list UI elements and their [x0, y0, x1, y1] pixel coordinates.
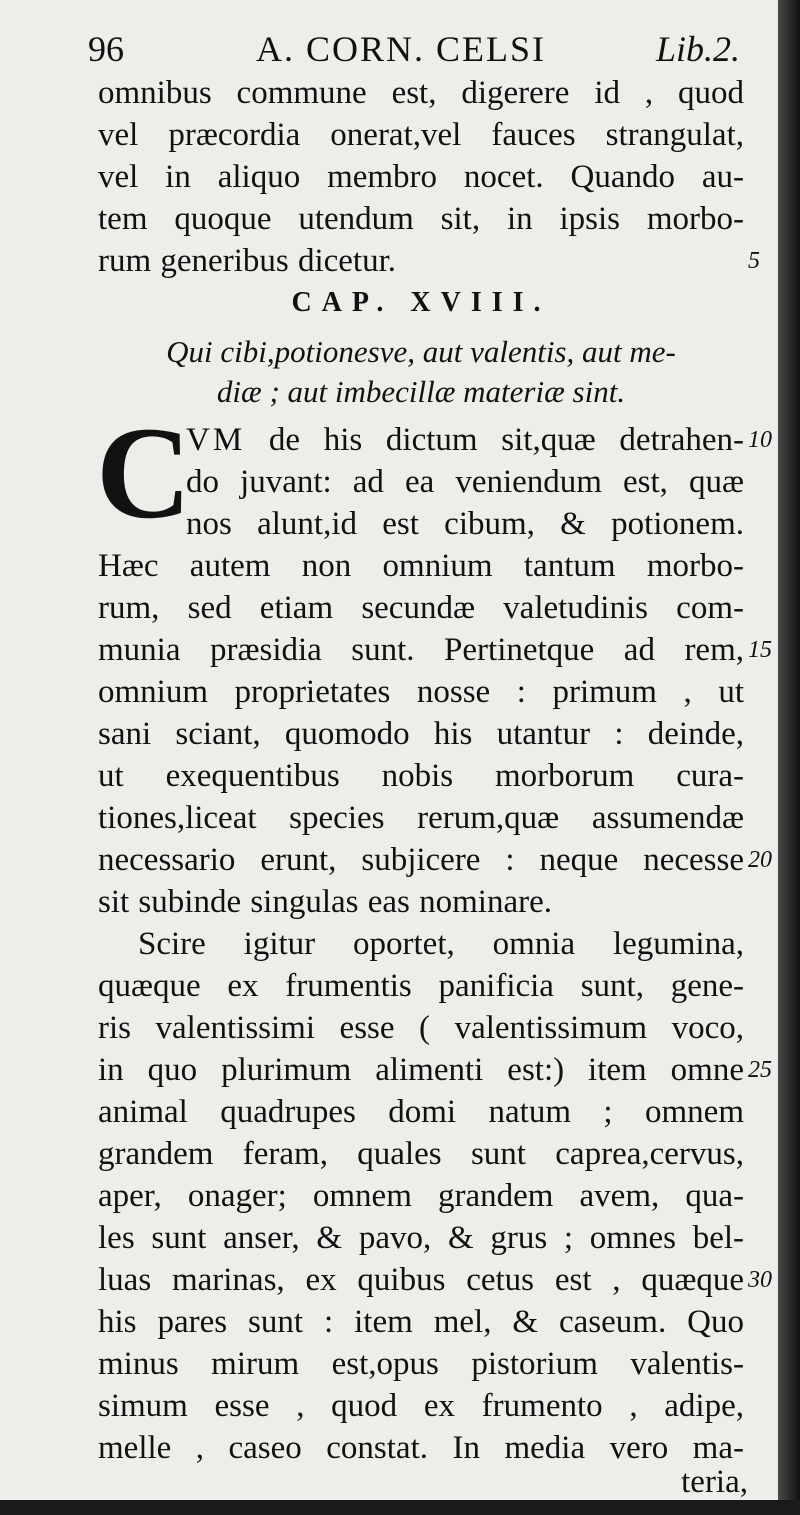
page-bottom-edge: [0, 1500, 800, 1515]
text-line: minus mirum est,opus pistorium valentis-: [98, 1346, 744, 1382]
text-line: tiones,liceat species rerum,quæ assumendæ: [98, 800, 744, 836]
running-title: A. CORN. CELSI: [256, 29, 547, 69]
margin-line-number: 30: [748, 1267, 772, 1293]
running-header: [88, 26, 778, 72]
text-line: rum generibus dicetur.: [98, 243, 397, 279]
text-line: nos alunt,id est cibum, & potionem.: [186, 506, 744, 542]
text-line: rum, sed etiam secundæ valetudinis com-: [98, 590, 744, 626]
text-line: munia præsidia sunt. Pertinetque ad rem,: [98, 632, 744, 668]
text-line: necessario erunt, subjicere : neque necesse: [98, 842, 744, 878]
text-line: sani sciant, quomodo his utantur : deinde,: [98, 716, 744, 752]
text-line: omnibus commune est, digerere id , quod: [98, 75, 744, 111]
text-line: melle , caseo constat. In media vero ma-: [98, 1430, 744, 1466]
text-line: in quo plurimum alimenti est:) item omne: [98, 1052, 744, 1088]
margin-line-number: 15: [748, 637, 772, 663]
text-line: Hæc autem non omnium tantum morbo-: [98, 548, 744, 584]
chapter-rubric-line: Qui cibi,potionesve, aut valentis, aut me-: [166, 334, 676, 369]
first-word-small-caps: VM: [186, 422, 246, 458]
text-line: ut exequentibus nobis morborum cura-: [98, 758, 744, 794]
text-line: simum esse , quod ex frumento , adipe,: [98, 1388, 744, 1424]
text-line: do juvant: ad ea veniendum est, quæ: [186, 464, 744, 500]
text-line-rest: de his dictum sit,quæ detrahen-: [268, 422, 745, 458]
drop-cap: C: [96, 399, 192, 546]
book-number: Lib.2.: [656, 29, 741, 69]
text-line: quæque ex frumentis panificia sunt, gene-: [98, 968, 744, 1004]
book-gutter-shadow: [778, 0, 800, 1515]
text-line: Scire igitur oportet, omnia legumina,: [138, 926, 744, 962]
text-line: ris valentissimi esse ( valentissimum voco,: [98, 1010, 744, 1046]
margin-line-number: 5: [748, 248, 760, 274]
margin-line-number: 20: [748, 847, 772, 873]
catchword: teria,: [681, 1464, 748, 1500]
text-line: grandem feram, quales sunt caprea,cervus,: [98, 1136, 744, 1172]
text-line: vel præcordia onerat,vel fauces strangulat,: [98, 117, 744, 153]
text-line: luas marinas, ex quibus cetus est , quæque: [98, 1262, 744, 1298]
text-line: omnium proprietates nosse : primum , ut: [98, 674, 744, 710]
text-line: vel in aliquo membro nocet. Quando au-: [98, 159, 744, 195]
text-line: les sunt anser, & pavo, & grus ; omnes bel-: [98, 1220, 744, 1256]
text-line: his pares sunt : item mel, & caseum. Quo: [98, 1304, 744, 1340]
text-line: animal quadrupes domi natum ; omnem: [98, 1094, 744, 1130]
chapter-heading: CAP. XVIII.: [291, 287, 551, 318]
chapter-rubric-line: diæ ; aut imbecillæ materiæ sint.: [216, 374, 626, 409]
margin-line-number: 25: [748, 1057, 772, 1083]
text-line: sit subinde singulas eas nominare.: [98, 884, 553, 920]
page-number: 96: [88, 29, 124, 69]
text-line: [186, 420, 744, 460]
text-line: tem quoque utendum sit, in ipsis morbo-: [98, 201, 744, 237]
text-line: aper, onager; omnem grandem avem, qua-: [98, 1178, 744, 1214]
margin-line-number: 10: [748, 427, 772, 453]
